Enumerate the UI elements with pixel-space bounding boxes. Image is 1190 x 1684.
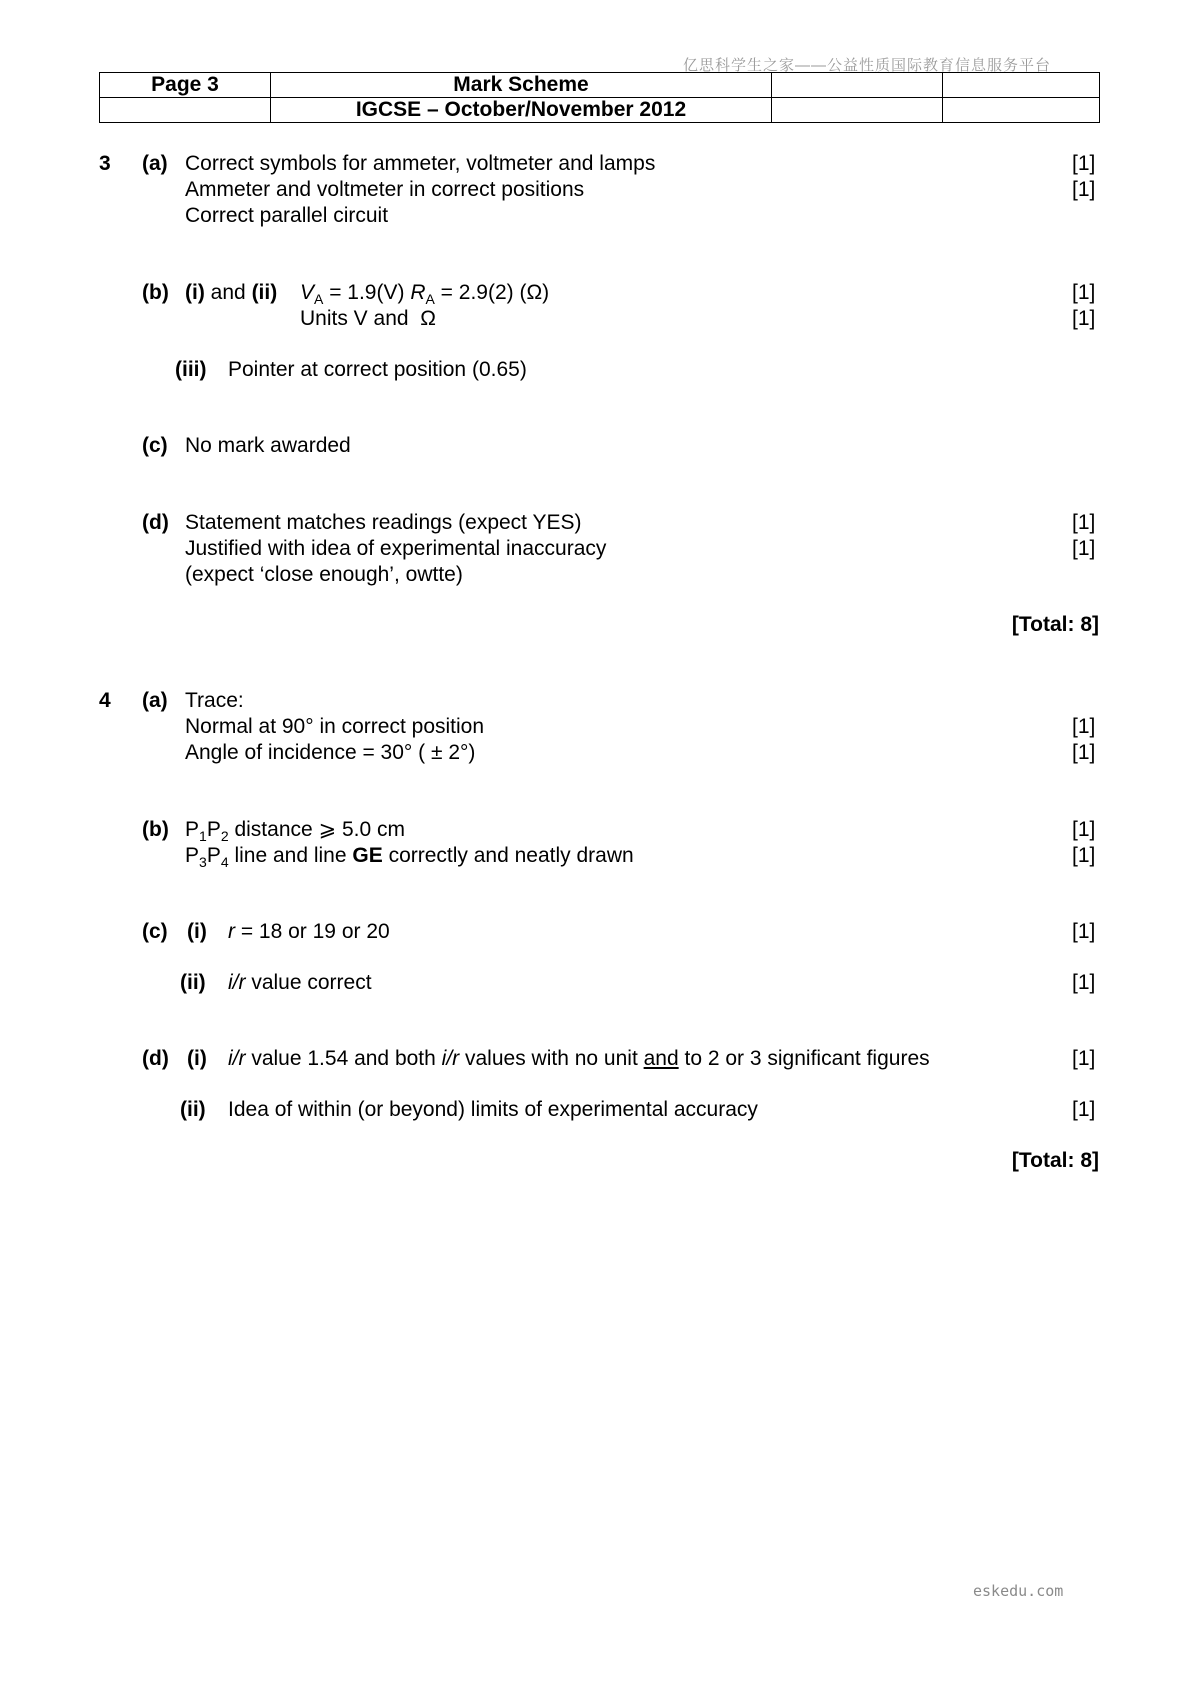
header-empty-4: [772, 98, 943, 123]
p2-subscript: 2: [220, 828, 229, 844]
p3-symbol: P: [185, 844, 200, 867]
q3a-label: (a): [142, 152, 168, 175]
q3d-label: (d): [142, 511, 169, 534]
q3b-iii-text: Pointer at correct position (0.65): [228, 358, 527, 381]
r-symbol: r: [228, 920, 235, 943]
ir-symbol: i/r: [228, 971, 246, 994]
ir-symbol-2: i/r: [441, 1047, 460, 1070]
q3b-units: Units V and Ω: [300, 307, 436, 330]
q4d-i-and: and: [643, 1047, 679, 1070]
q3b-ii: (ii): [251, 281, 278, 304]
q4d-i-text1: value 1.54 and both: [245, 1047, 442, 1070]
q3b-i: (i): [185, 281, 205, 304]
q4c-i-text: [228, 919, 390, 945]
q4d-mark1: [1]: [1072, 1047, 1096, 1070]
watermark-bottom: eskedu.com: [973, 1582, 1064, 1600]
va-value: = 1.9(V): [323, 281, 411, 304]
p1-symbol: P: [185, 818, 200, 841]
header-title: Mark Scheme: [271, 73, 772, 98]
q4d-ii-text: Idea of within (or beyond) limits of experimental accuracy: [228, 1098, 758, 1121]
q4b-line1: [185, 817, 405, 844]
ra-value: = 2.9(2) (Ω): [434, 281, 550, 304]
p2-symbol: P: [206, 818, 221, 841]
q4c-mark2: [1]: [1072, 971, 1096, 994]
q4b-label: (b): [142, 818, 169, 841]
q4a-mark3: [1]: [1072, 741, 1096, 764]
q4c-i: (i): [187, 920, 207, 943]
p4-symbol: P: [206, 844, 221, 867]
q4a-line1: Trace:: [185, 689, 244, 712]
q4c-i-rest: = 18 or 19 or 20: [235, 920, 390, 943]
q3b-mark1: [1]: [1072, 281, 1096, 304]
header-page: Page 3: [100, 73, 271, 98]
q4a-line2: Normal at 90° in correct position: [185, 715, 485, 738]
q4c-ii-text: [228, 970, 372, 996]
ra-symbol: R: [410, 281, 426, 304]
header-table: [99, 72, 1100, 123]
q4b-mark1: [1]: [1072, 818, 1096, 841]
header-empty-2: [943, 73, 1100, 98]
q3a-mark2: [1]: [1072, 178, 1096, 201]
q3d-line3: (expect ‘close enough’, owtte): [185, 563, 463, 586]
q3b-parts: [185, 280, 277, 306]
q3b-label: (b): [142, 281, 169, 304]
q4b-ge: GE: [352, 844, 383, 867]
p4-subscript: 4: [220, 854, 229, 870]
watermark-top: 亿思科学生之家——公益性质国际教育信息服务平台: [683, 57, 1052, 74]
q3-number: 3: [99, 152, 111, 175]
q3a-line3: Correct parallel circuit: [185, 204, 389, 227]
q3b-and: and: [210, 281, 246, 304]
q4b-line2: [185, 843, 634, 870]
header-empty-5: [943, 98, 1100, 123]
p1-subscript: 1: [199, 828, 207, 844]
q4d-ii: (ii): [180, 1098, 206, 1121]
q4d-i-text: [228, 1046, 930, 1072]
q3c-label: (c): [142, 434, 168, 457]
q4b-line1-rest: distance ⩾ 5.0 cm: [228, 818, 405, 841]
header-empty-1: [772, 73, 943, 98]
q4d-label: (d): [142, 1047, 169, 1070]
q3d-line1: Statement matches readings (expect YES): [185, 511, 582, 534]
q3-total: [Total: 8]: [1011, 613, 1099, 636]
header-exam: IGCSE – October/November 2012: [271, 98, 772, 123]
q4c-ii: (ii): [180, 971, 206, 994]
q4a-mark2: [1]: [1072, 715, 1096, 738]
header-empty-3: [100, 98, 271, 123]
q4b-line2-a: line and line: [228, 844, 353, 867]
ir-symbol-1: i/r: [228, 1047, 246, 1070]
q4d-i-text2: values with no unit: [459, 1047, 644, 1070]
q3b-iii: (iii): [175, 358, 207, 381]
q4d-i: (i): [187, 1047, 207, 1070]
q4b-line2-b: correctly and neatly drawn: [382, 844, 634, 867]
p3-subscript: 3: [199, 854, 207, 870]
ra-subscript: A: [425, 291, 435, 307]
q4c-mark1: [1]: [1072, 920, 1096, 943]
q4d-mark2: [1]: [1072, 1098, 1096, 1121]
q4c-ii-rest: value correct: [245, 971, 372, 994]
q4-total: [Total: 8]: [1011, 1149, 1099, 1172]
q3d-mark2: [1]: [1072, 537, 1096, 560]
q4a-line3: Angle of incidence = 30° ( ± 2°): [185, 741, 476, 764]
q4d-i-text3: to 2 or 3 significant figures: [678, 1047, 930, 1070]
q4a-label: (a): [142, 689, 168, 712]
q4b-mark2: [1]: [1072, 844, 1096, 867]
q3a-line2: Ammeter and voltmeter in correct positions: [185, 178, 585, 201]
q3c-text: No mark awarded: [185, 434, 351, 457]
q3b-mark2: [1]: [1072, 307, 1096, 330]
q3d-line2: Justified with idea of experimental inaccuracy: [185, 537, 607, 560]
q3b-line1: [300, 280, 549, 307]
va-symbol: V: [300, 281, 315, 304]
q4c-label: (c): [142, 920, 168, 943]
q3a-mark1: [1]: [1072, 152, 1096, 175]
q3a-line1: Correct symbols for ammeter, voltmeter and lamps: [185, 152, 656, 175]
q3d-mark1: [1]: [1072, 511, 1096, 534]
q4-number: 4: [99, 689, 111, 712]
va-subscript: A: [314, 291, 324, 307]
